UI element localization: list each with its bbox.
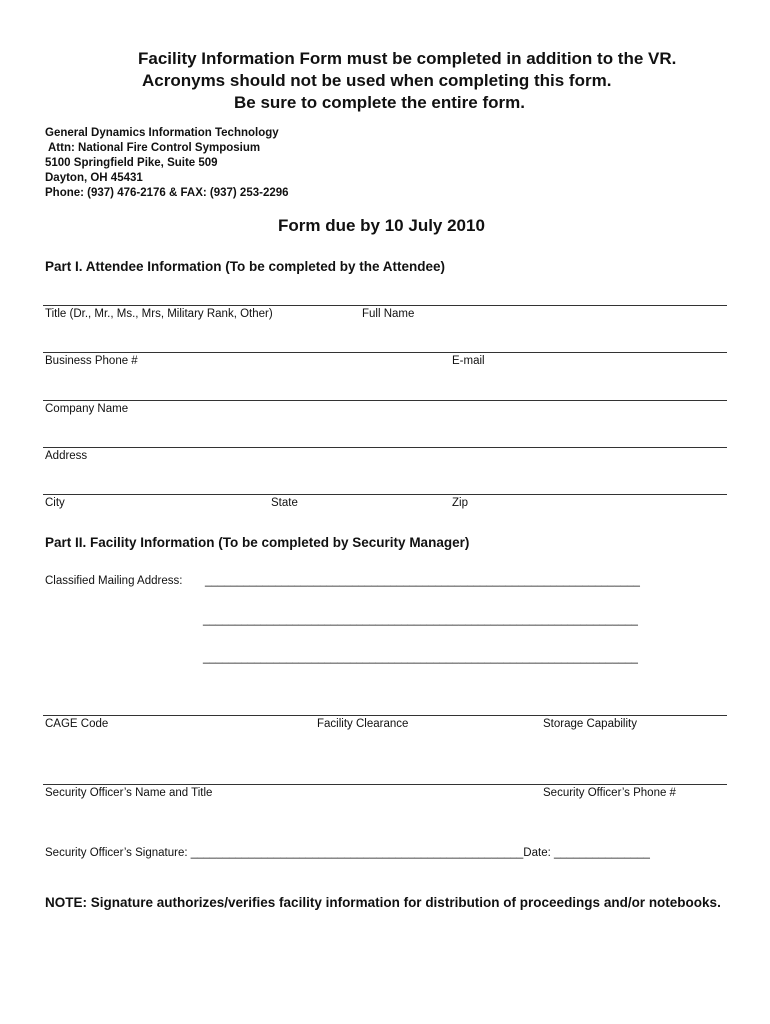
title-name-line[interactable] [43, 305, 727, 306]
address-line-3: 5100 Springfield Pike, Suite 509 [45, 157, 218, 169]
city-label: City [45, 497, 65, 509]
address-line-1: General Dynamics Information Technology [45, 127, 279, 139]
state-label: State [271, 497, 298, 509]
address-line-5: Phone: (937) 476-2176 & FAX: (937) 253-2296 [45, 187, 289, 199]
signature-note: NOTE: Signature authorizes/verifies facility information for distribution of proceedings and/or notebooks. [45, 895, 721, 910]
address-label: Address [45, 450, 88, 462]
classified-mailing-label: Classified Mailing Address: [45, 575, 183, 587]
mailing-address-blank-1[interactable]: ____________________________________________________________________ [205, 575, 640, 587]
phone-email-line[interactable] [43, 352, 727, 353]
mailing-address-blank-3[interactable]: ____________________________________________________________________ [203, 652, 638, 664]
business-phone-label: Business Phone # [45, 355, 138, 367]
company-name-label: Company Name [45, 403, 129, 415]
storage-capability-label: Storage Capability [543, 718, 637, 730]
header-line-1: Facility Information Form must be completed in addition to the VR. [138, 49, 677, 68]
officer-phone-label: Security Officer’s Phone # [543, 787, 676, 799]
address-line-2: Attn: National Fire Control Symposium [48, 142, 261, 154]
part2-heading: Part II. Facility Information (To be completed by Security Manager) [45, 535, 470, 550]
company-line[interactable] [43, 400, 727, 401]
address-line-4: Dayton, OH 45431 [45, 172, 143, 184]
cage-clearance-line[interactable] [43, 715, 727, 716]
cage-code-label: CAGE Code [45, 718, 109, 730]
full-name-label: Full Name [362, 308, 415, 320]
email-label: E-mail [452, 355, 485, 367]
mailing-address-blank-2[interactable]: ____________________________________________________________________ [203, 614, 638, 626]
city-state-zip-line[interactable] [43, 494, 727, 495]
signature-date-field[interactable]: Security Officer’s Signature: ____________________________________________________Date: _______________ [45, 847, 650, 859]
header-line-2: Acronyms should not be used when completing this form. [142, 71, 612, 90]
officer-line[interactable] [43, 784, 727, 785]
officer-name-label: Security Officer’s Name and Title [45, 787, 213, 799]
zip-label: Zip [452, 497, 468, 509]
title-label: Title (Dr., Mr., Ms., Mrs, Military Rank, Other) [45, 308, 273, 320]
facility-clearance-label: Facility Clearance [317, 718, 409, 730]
address-line[interactable] [43, 447, 727, 448]
header-line-3: Be sure to complete the entire form. [234, 93, 525, 112]
part1-heading: Part I. Attendee Information (To be completed by the Attendee) [45, 259, 446, 274]
form-due-date: Form due by 10 July 2010 [278, 216, 485, 235]
